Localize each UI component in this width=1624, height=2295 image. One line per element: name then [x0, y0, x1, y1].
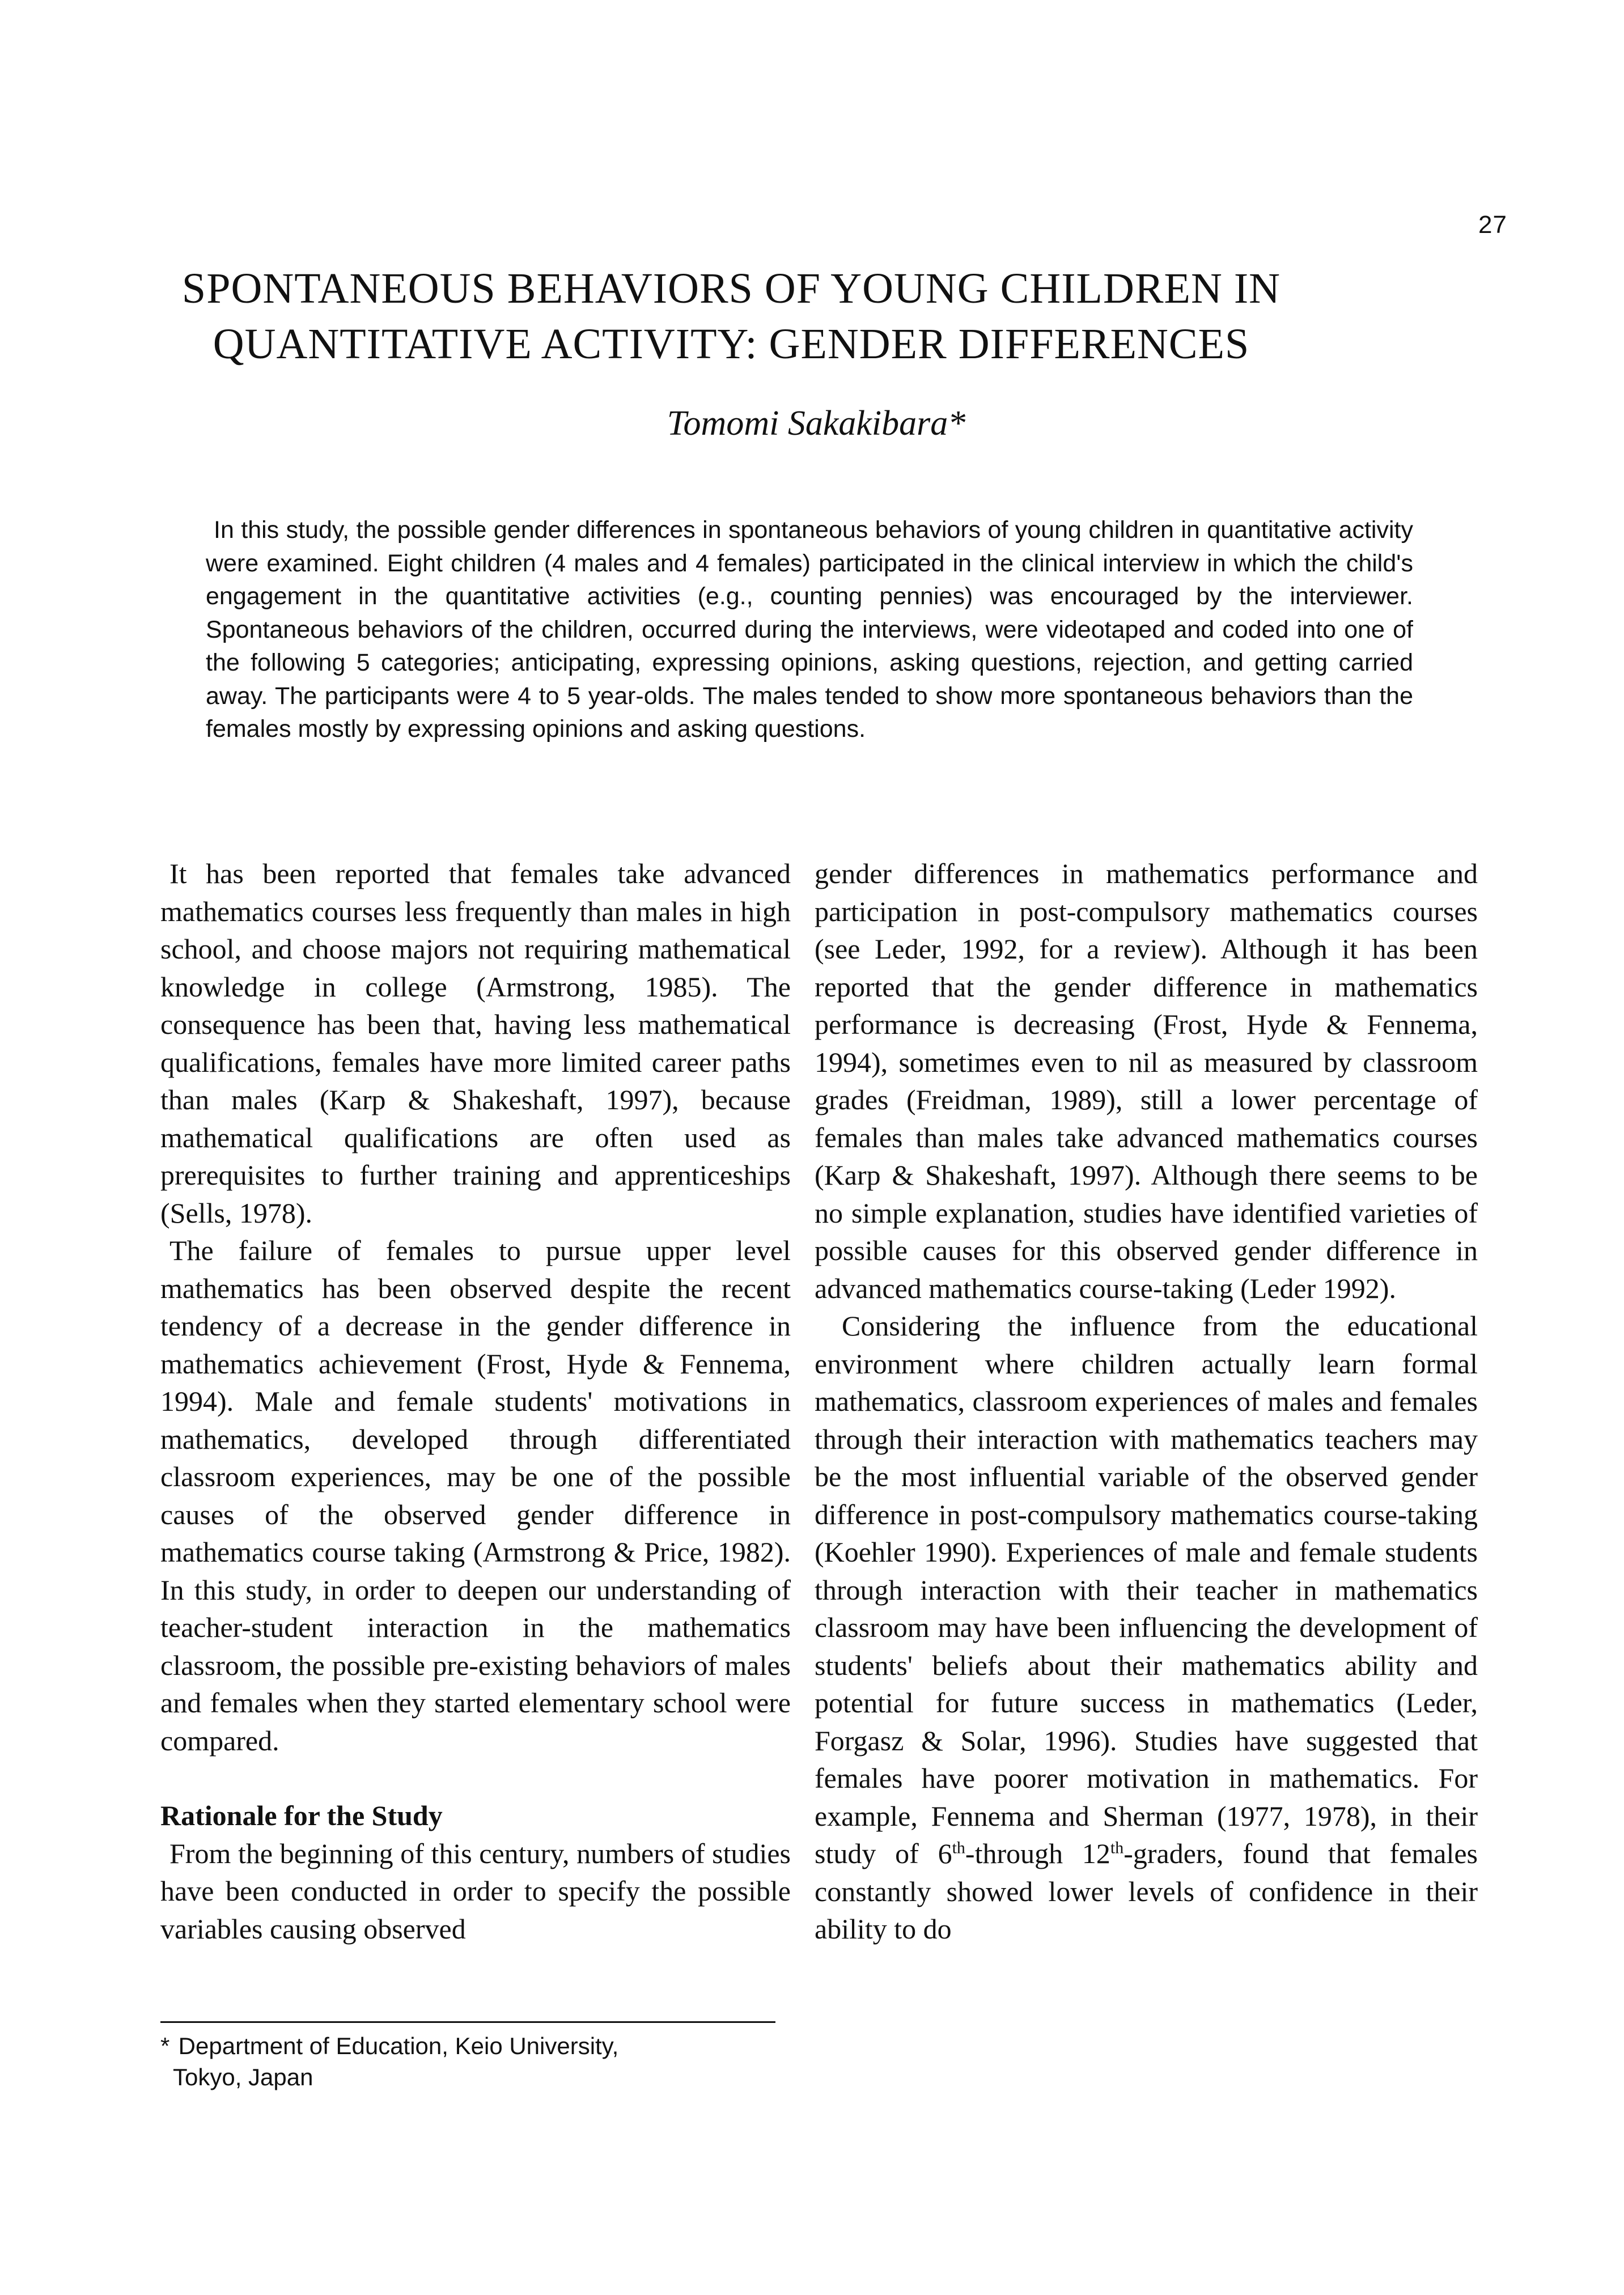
author-name: Tomomi Sakakibara* [667, 404, 966, 443]
body-paragraph: gender differences in mathematics performance and participation in post-compulsory mathematics courses (see Leder, 1992, for a review). Although it has been reported that the gender difference in mathematics performance is decreasing (Frost, Hyde & Fennema, 1994), sometimes even to nil as measured by classroom grades (Freidman, 1989), still a lower percentage of females than males take advanced mathematics courses (Karp & Shakeshaft, 1997). Although there seems to be no simple explanation, studies have identified varieties of possible causes for this observed gender difference in advanced mathematics course-taking (Leder 1992). [815, 858, 1478, 1304]
footnote [160, 2030, 784, 2093]
paragraph-text: -graders, found that females constantly showed lower levels of confidence in their ability to do [815, 1838, 1478, 1945]
body-paragraph: The failure of females to pursue upper level mathematics has been observed despite the recent tendency of a decrease in the gender difference in mathematics achievement (Frost, Hyde & Fennema, 1994). Male and female students' motivations in mathematics, developed through differentiated classroom experiences, may be one of the possible causes of the observed gender difference in mathematics course taking (Armstrong & Price, 1982). In this study, in order to deepen our understanding of teacher-student interaction in the mathematics classroom, the possible pre-existing behaviors of males and females when they started elementary school were compared. [160, 1235, 791, 1757]
page-number: 27 [1478, 211, 1507, 239]
ordinal-superscript: th [1110, 1838, 1124, 1857]
title-line-1: SPONTANEOUS BEHAVIORS OF YOUNG CHILDREN IN [181, 265, 1281, 312]
right-column [815, 855, 1478, 1948]
footnote-line-1: Department of Education, Keio University, [178, 2033, 619, 2059]
footnote-divider [160, 2021, 775, 2023]
paper-title [170, 261, 1292, 372]
left-column [160, 855, 791, 1948]
paragraph-text: Considering the influence from the educational environment where children actually learn formal mathematics, classroom experiences of males and females through their interaction with mathematics teachers may be the most influential variable of the observed gender difference in post-compulsory mathematics course-taking (Koehler 1990). Experiences of male and female students through interaction with their teacher in mathematics classroom may have been influencing the development of students' beliefs about their mathematics ability and potential for future success in mathematics (Leder, Forgasz & Solar, 1996). Studies have suggested that females have poorer motivation in mathematics. For example, Fennema and Sherman (1977, 1978), in their study of 6 [815, 1310, 1478, 1869]
section-heading: Rationale for the Study [160, 1800, 443, 1831]
body-paragraph: It has been reported that females take advanced mathematics courses less frequently than males in high school, and choose majors not requiring mathematical knowledge in college (Armstrong, 1985). The consequence has been that, having less mathematical qualifications, females have more limited career paths than males (Karp & Shakeshaft, 1997), because mathematical qualifications are often used as prerequisites to further training and apprenticeships (Sells, 1978). [160, 858, 791, 1229]
body-paragraph: From the beginning of this century, numbers of studies have been conducted in order to specify the possible variables causing observed [160, 1837, 791, 1945]
footnote-line-2: Tokyo, Japan [173, 2064, 313, 2090]
title-line-2: QUANTITATIVE ACTIVITY: GENDER DIFFERENCES [213, 320, 1250, 368]
paragraph-text: -through 12 [965, 1838, 1110, 1869]
footnote-asterisk: * [160, 2033, 170, 2059]
ordinal-superscript: th [952, 1838, 965, 1857]
abstract: In this study, the possible gender differences in spontaneous behaviors of young children in quantitative activity were examined. Eight children (4 males and 4 females) participated in the clinical interview in which the child's engagement in the quantitative activities (e.g., counting pennies) was encouraged by the interviewer. Spontaneous behaviors of the children, occurred during the interviews, were videotaped and coded into one of the following 5 categories; anticipating, expressing opinions, asking questions, rejection, and getting carried away. The participants were 4 to 5 year-olds. The males tended to show more spontaneous behaviors than the females mostly by expressing opinions and asking questions. [206, 516, 1413, 743]
body-paragraph [815, 1307, 1478, 1948]
